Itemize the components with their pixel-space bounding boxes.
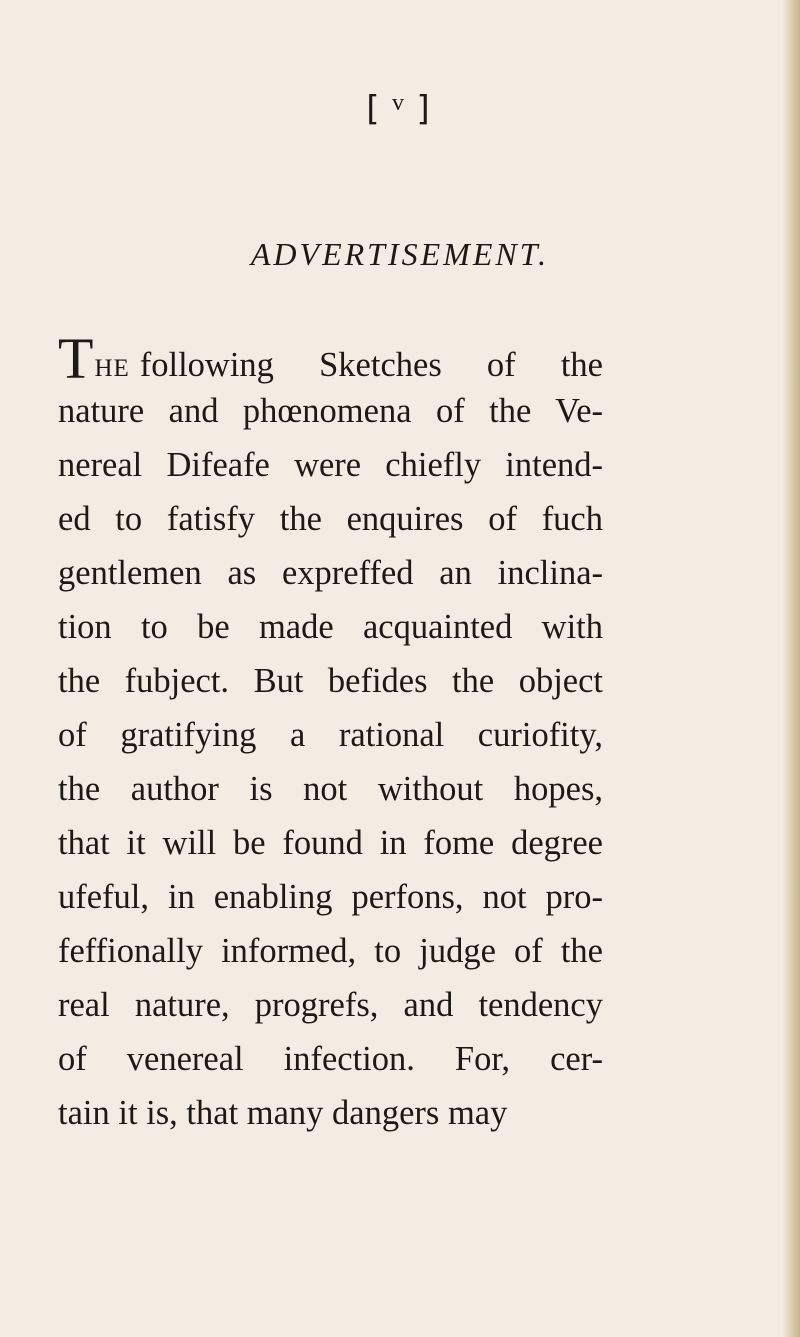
first-word-smallcaps: HE [94, 355, 130, 382]
advertisement-body [58, 326, 603, 1140]
text-line-11: ufeful, in enabling perfons, not pro- [58, 878, 603, 916]
text-line-7: the fubject. But befides the object [58, 662, 603, 700]
page-edge-shadow [782, 0, 800, 1337]
page-number-open-bracket: [ [361, 89, 386, 129]
text-line-1 [58, 326, 603, 391]
text-line-9: the author is not without hopes, [58, 770, 603, 808]
text-line-3: nereal Difeafe were chiefly intend- [58, 446, 603, 484]
text-line-15: tain it is, that many dangers may [58, 1094, 508, 1132]
text-line-13: real nature, progrefs, and tendency [58, 986, 603, 1024]
text-line-10: that it will be found in fome degree [58, 824, 603, 862]
text-line-8: of gratifying a rational curiofity, [58, 716, 603, 754]
text-line-5: gentlemen as expreffed an inclina- [58, 554, 603, 592]
text-line-12: feffionally informed, to judge of the [58, 932, 603, 970]
text-line-4: ed to fatisfy the enquires of fuch [58, 500, 603, 538]
text-line-2: nature and phœnomena of the Ve- [58, 392, 603, 430]
page-number-roman: v [392, 90, 408, 116]
text-line-14: of venereal infection. For, cer- [58, 1040, 603, 1078]
drop-cap: T [58, 326, 94, 391]
page-title: ADVERTISEMENT. [250, 236, 550, 272]
page-number-close-bracket: ] [414, 89, 439, 129]
text-line-6: tion to be made acquainted with [58, 608, 603, 646]
page-number [0, 89, 800, 129]
text-line-1-content: following Sketches of the [139, 346, 603, 384]
